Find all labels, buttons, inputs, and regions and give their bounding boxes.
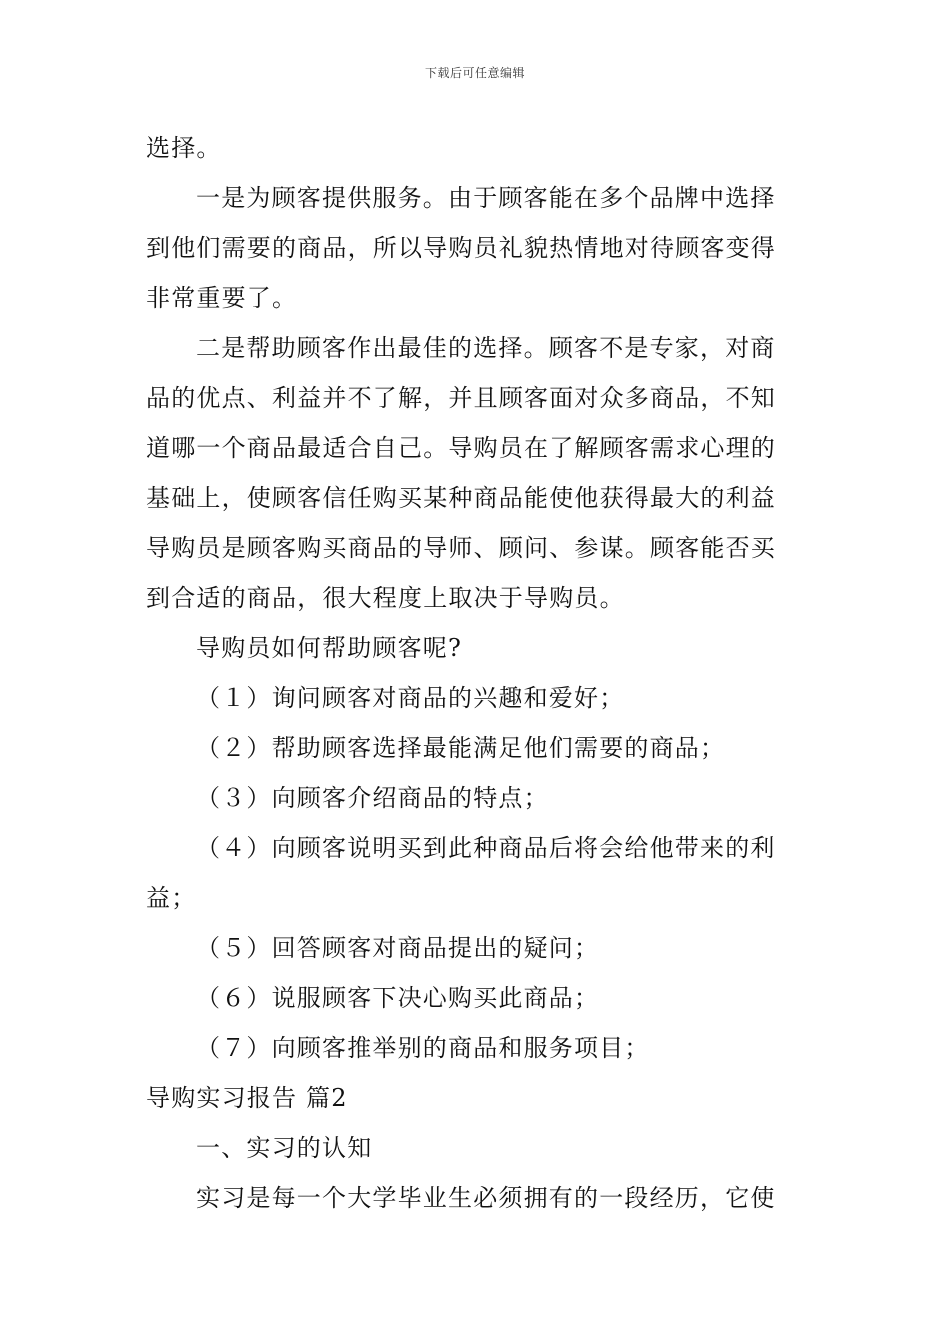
- list-item: （６）说服顾客下决心购买此商品；: [196, 984, 600, 1012]
- list-item: （２）帮助顾客选择最能满足他们需要的商品；: [196, 734, 726, 762]
- list-item-continuation: 益；: [146, 884, 197, 912]
- document-body: [146, 128, 806, 1228]
- list-item: （７）向顾客推举别的商品和服务项目；: [196, 1034, 650, 1062]
- subsection-heading: 一、实习的认知: [196, 1134, 373, 1162]
- list-item: （３）向顾客介绍商品的特点；: [196, 784, 549, 812]
- section-heading: 导购实习报告 篇2: [146, 1084, 348, 1112]
- paragraph-line: 导购员是顾客购买商品的导师、顾问、参谋。顾客能否买: [146, 534, 776, 562]
- paragraph-line: 基础上，使顾客信任购买某种商品能使他获得最大的利益: [146, 484, 776, 512]
- paragraph-line: 二是帮助顾客作出最佳的选择。顾客不是专家，对商: [196, 334, 776, 362]
- paragraph-line: 非常重要了。: [146, 284, 298, 312]
- paragraph-line: 一是为顾客提供服务。由于顾客能在多个品牌中选择: [196, 184, 776, 212]
- list-item: （１）询问顾客对商品的兴趣和爱好；: [196, 684, 625, 712]
- paragraph-line: 导购员如何帮助顾客呢?: [196, 634, 463, 662]
- paragraph-line: 道哪一个商品最适合自己。导购员在了解顾客需求心理的: [146, 434, 776, 462]
- list-item: （５）回答顾客对商品提出的疑问；: [196, 934, 600, 962]
- paragraph-line: 选择。: [146, 134, 222, 162]
- list-item: （４）向顾客说明买到此种商品后将会给他带来的利: [196, 834, 776, 862]
- paragraph-line: 到他们需要的商品，所以导购员礼貌热情地对待顾客变得: [146, 234, 776, 262]
- paragraph-line: 到合适的商品，很大程度上取决于导购员。: [146, 584, 625, 612]
- paragraph-line: 品的优点、利益并不了解，并且顾客面对众多商品，不知: [146, 384, 776, 412]
- paragraph-line: 实习是每一个大学毕业生必须拥有的一段经历，它使: [196, 1184, 776, 1212]
- page-header: 下载后可任意编辑: [424, 66, 525, 80]
